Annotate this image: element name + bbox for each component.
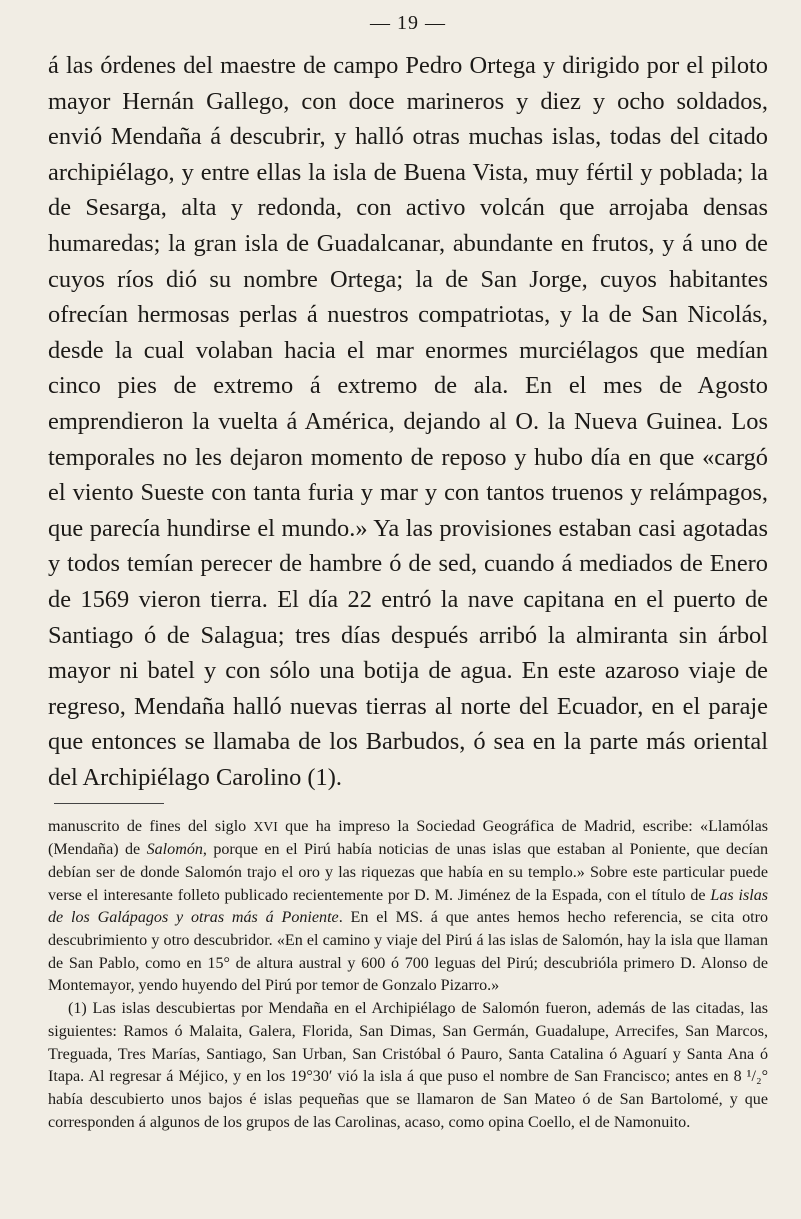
footnote-continued-text-4: . En el MS. á que antes hemos hecho referencia, se cita otro descubrimiento y otro descubridor. «En el camino y viaje del Pirú á las islas de Salomón, hay la isla que llaman de San Pablo, como en 15° de altura austral y 600 ó 700 leguas del Pirú; descubrióla primero D. Alonso de Montemayor, yendo huyendo del Pirú por temor de Gonzalo Pizarro.» xyxy=(48,909,769,995)
footnote-divider xyxy=(54,803,164,804)
salomon-italic: Salomón xyxy=(146,841,203,859)
footnote-1-fraction: ¹/₂° xyxy=(746,1068,768,1086)
footnote-continued-text-2: que ha impreso la Sociedad Geográfica de Madrid, escribe: «Llamólas (Mendaña) de xyxy=(48,818,768,859)
footnote-continued-text-1: manuscrito de fines del siglo xyxy=(48,818,254,836)
page xyxy=(48,10,768,1134)
body-paragraph: á las órdenes del maestre de campo Pedro Ortega y dirigido por el piloto mayor Hernán Gallego, con doce marineros y diez y ocho soldados, envió Mendaña á descubrir, y halló otras muchas islas, todas del citado archipiélago, y entre ellas la isla de Buena Vista, muy fértil y poblada; la de Sesarga, alta y redonda, con activo volcán que arrojaba densas humaredas; la gran isla de Guadalcanar, abundante en frutos, y á uno de cuyos ríos dió su nombre Ortega; la de San Jorge, cuyos habitantes ofrecían hermosas perlas á nuestros compatriotas, y la de San Nicolás, desde la cual volaban hacia el mar enormes murciélagos que medían cinco pies de extremo á extremo de ala. En el mes de Agosto emprendieron la vuelta á América, dejando al O. la Nueva Guinea. Los temporales no les dejaron momento de reposo y hubo día en que «cargó el viento Sueste con tanta furia y mar y con tantos truenos y relámpagos, que parecía hundirse el mundo.» Ya las provisiones estaban casi agotadas y todos temían perecer de hambre ó de sed, cuando á mediados de Enero de 1569 vieron tierra. El día 22 entró la nave capitana en el puerto de Santiago ó de Salagua; tres días después arribó la almiranta sin árbol mayor ni batel y con sólo una botija de agua. En este azaroso viaje de regreso, Mendaña halló nuevas tierras al norte del Ecuador, en el paraje que entonces se llamaba de los Barbudos, ó sea en la parte más oriental del Archipiélago Carolino (1). xyxy=(48,52,768,791)
footnote-continued xyxy=(48,816,768,998)
footnote-continued-text-3: , porque en el Pirú había noticias de unas islas que estaban al Poniente, que decían debían ser de donde Salomón trajo el oro y las riquezas que había en su templo.» Sobre este particular puede verse el interesante folleto publicado recientemente por D. M. Jiménez de la Espada, con el título de xyxy=(48,841,768,904)
page-number: — 19 — xyxy=(370,12,446,34)
footnote-1 xyxy=(48,998,768,1134)
footnote-1-text-2: había descubierto unos bajos é islas pequeñas que se llamaron de San Mateo ó de San Bartolomé, y que corresponden á algunos de los grupos de las Carolinas, acaso, como opina Coello, el de Namonuito. xyxy=(48,1090,768,1131)
footnote-1-text-1: (1) Las islas descubiertas por Mendaña en el Archipiélago de Salomón fueron, además de las citadas, las siguientes: Ramos ó Malaita, Galera, Florida, San Dimas, San Germán, Guadalupe, Arrecifes, San Marcos, Treguada, Tres Marías, Santiago, San Urban, San Cristóbal ó Pauro, Santa Catalina ó Aguarí y Santa Ana ó Itapa. Al regresar á Méjico, y en los 19°30′ vió la isla á que puso el nombre de San Francisco; antes en 8 xyxy=(48,1000,768,1086)
booklet-title: Las islas de los Galápagos y otras más á Poniente xyxy=(48,886,769,927)
century-smallcaps: XVI xyxy=(253,819,278,835)
